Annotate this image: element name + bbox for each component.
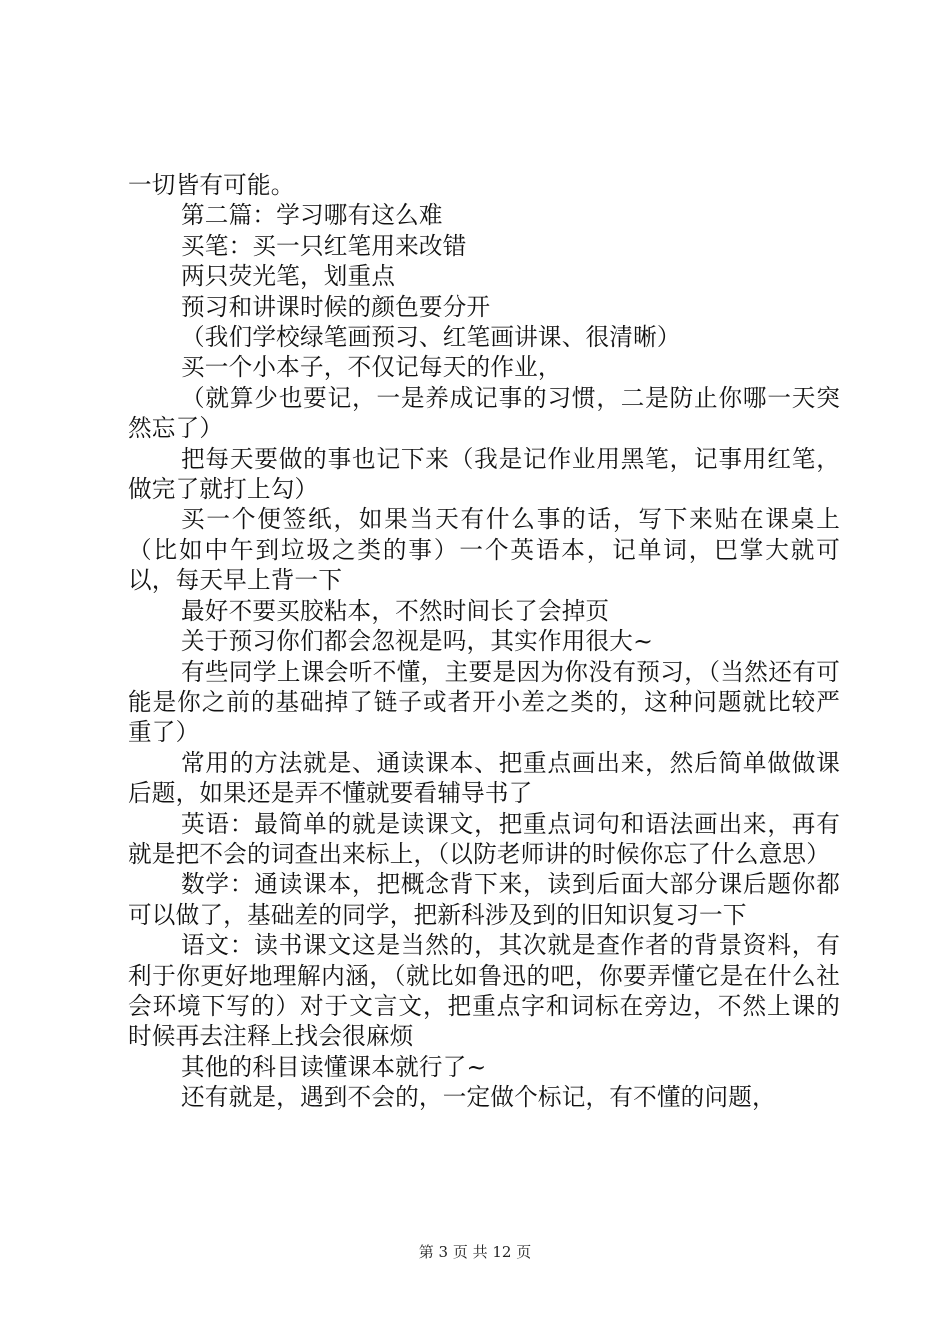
paragraph: 把每天要做的事也记下来（我是记作业用黑笔，记事用红笔，做完了就打上勾） — [128, 444, 840, 504]
paragraph: 数学：通读课本，把概念背下来，读到后面大部分课后题你都可以做了，基础差的同学，把新科涉及到的旧知识复习一下 — [128, 870, 840, 929]
paragraph: 预习和讲课时候的颜色要分开 — [181, 292, 491, 321]
paragraph: 两只荧光笔，划重点 — [181, 262, 396, 291]
paragraph: 其他的科目读懂课本就行了~ — [181, 1052, 487, 1081]
paragraph: 最好不要买胶粘本，不然时间长了会掉页 — [181, 596, 610, 625]
paragraph: 语文：读书课文这是当然的，其次就是查作者的背景资料，有利于你更好地理解内涵，（就比如鲁迅的吧，你要弄懂它是在什么社会环境下写的）对于文言文，把重点字和词标在旁边，不然上课的时候再去注释上找会很麻烦 — [128, 931, 840, 1051]
paragraph: 英语：最简单的就是读课文，把重点词句和语法画出来，再有就是把不会的词查出来标上，（以防老师讲的时候你忘了什么意思） — [128, 809, 840, 868]
paragraph: 还有就是，遇到不会的，一定做个标记，有不懂的问题， — [181, 1083, 776, 1112]
paragraph: 一切皆有可能。 — [128, 171, 295, 199]
document-body — [128, 170, 840, 1113]
paragraph: （我们学校绿笔画预习、红笔画讲课、很清晰） — [181, 323, 681, 352]
paragraph: 有些同学上课会听不懂，主要是因为你没有预习，（当然还有可能是你之前的基础掉了链子或者开小差之类的，这种问题就比较严重了） — [128, 657, 840, 747]
paragraph: 关于预习你们都会忽视是吗，其实作用很大~ — [181, 627, 654, 656]
paragraph: 第二篇：学习哪有这么难 — [181, 201, 443, 230]
paragraph: 买一个便签纸，如果当天有什么事的话，写下来贴在课桌上（比如中午到垃圾之类的事）一个英语本，记单词，巴掌大就可以，每天早上背一下 — [128, 505, 840, 595]
paragraph: 常用的方法就是、通读课本、把重点画出来，然后简单做做课后题，如果还是弄不懂就要看辅导书了 — [128, 748, 840, 808]
page-footer: 第 3 页 共 12 页 — [418, 1243, 532, 1261]
paragraph: 买一个小本子，不仅记每天的作业， — [181, 353, 562, 382]
paragraph: 买笔：买一只红笔用来改错 — [181, 231, 467, 260]
paragraph: （就算少也要记，一是养成记事的习惯，二是防止你哪一天突然忘了） — [128, 383, 840, 443]
